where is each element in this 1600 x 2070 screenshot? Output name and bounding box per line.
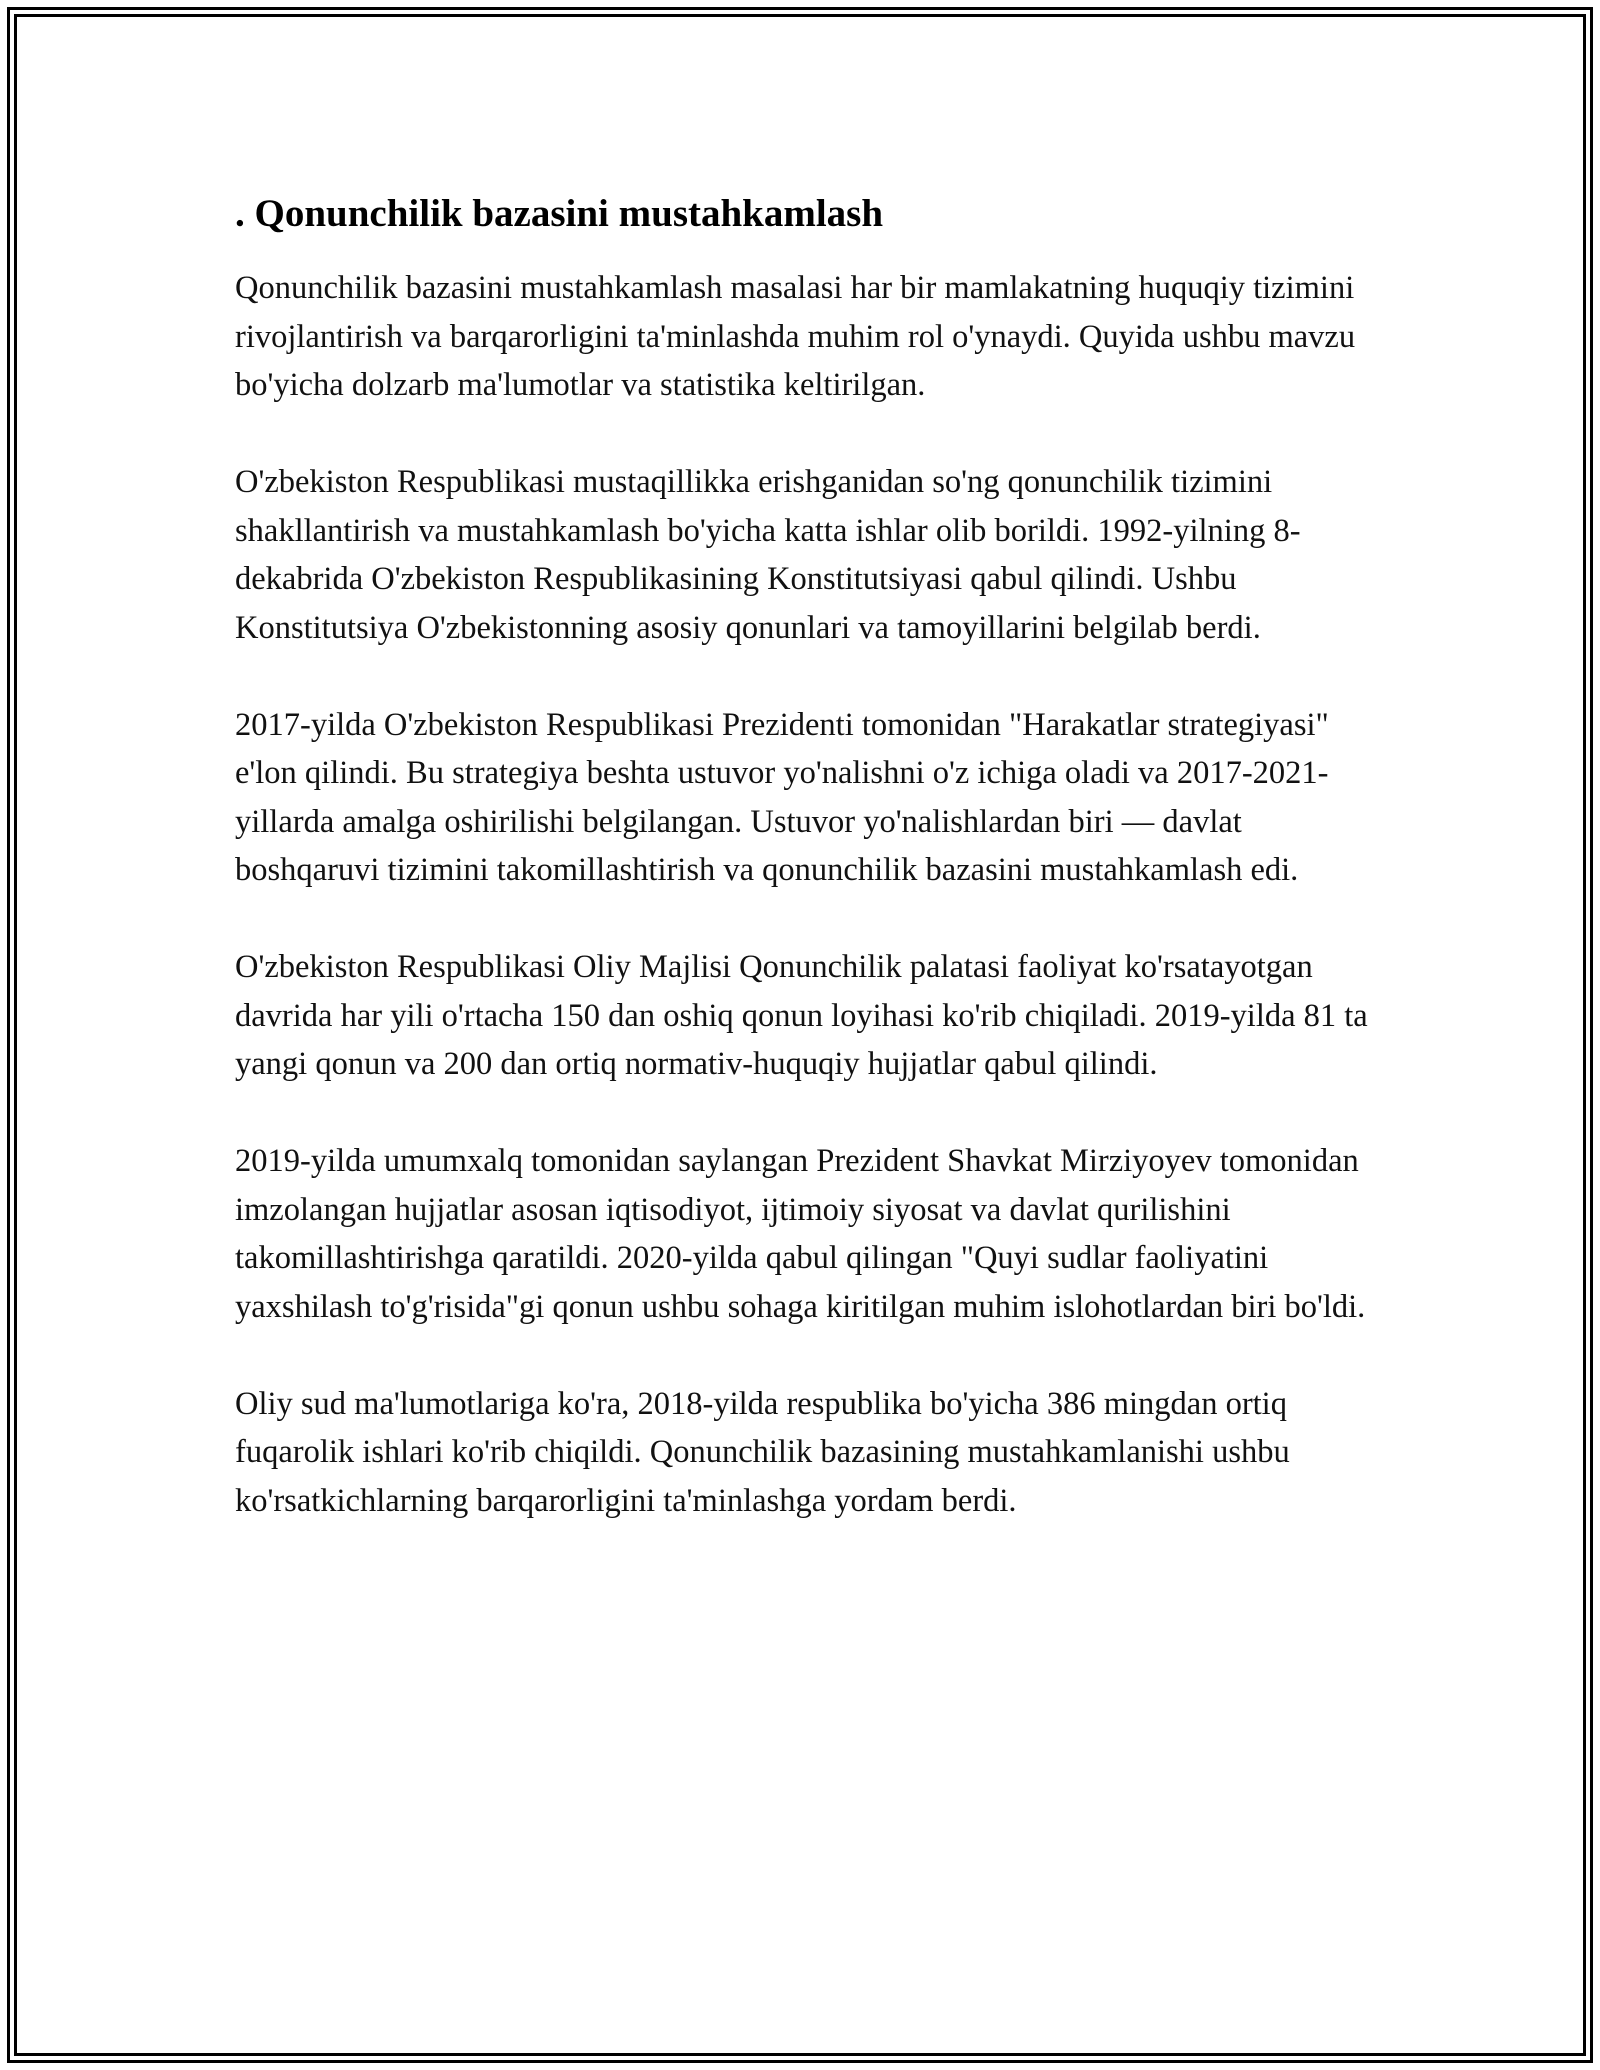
- paragraph-supreme-court: Oliy sud ma'lumotlariga ko'ra, 2018-yilda respublika bo'yicha 386 mingdan ortiq fuqarolik ishlari ko'rib chiqildi. Qonunchilik bazasining mustahkamlanishi ushbu ko'rsatkichlarning barqarorligini ta'minlashga yordam berdi.: [235, 1385, 1290, 1519]
- paragraph-strategy: 2017-yilda O'zbekiston Respublikasi Prezidenti tomonidan "Harakatlar strategiyasi" e'lon qilindi. Bu strategiya beshta ustuvor yo'nalishni o'z ichiga oladi va 2017-2021-yillarda amalga oshirilishi belgilangan. Ustuvor yo'nalishlardan biri — davlat boshqaruvi tizimini takomillashtirish va qonunchilik bazasini mustahkamlash edi.: [235, 706, 1329, 888]
- document-body: [235, 190, 1385, 1574]
- paragraph-president-documents: 2019-yilda umumxalq tomonidan saylangan Prezident Shavkat Mirziyoyev tomonidan imzolangan hujjatlar asosan iqtisodiyot, ijtimoiy siyosat va davlat qurilishini takomillashtirishga qaratildi. 2020-yilda qabul qilingan "Quyi sudlar faoliyatini yaxshilash to'g'risida"gi qonun ushbu sohaga kiritilgan muhim islohotlardan biri bo'ldi.: [235, 1143, 1366, 1325]
- paragraph-intro: Qonunchilik bazasini mustahkamlash masalasi har bir mamlakatning huquqiy tizimini rivojlantirish va barqarorligini ta'minlashda muhim rol o'ynaydi. Quyida ushbu mavzu bo'yicha dolzarb ma'lumotlar va statistika keltirilgan.: [235, 270, 1356, 403]
- document-title: . Qonunchilik bazasini mustahkamlash: [235, 192, 884, 235]
- paragraph-oliy-majlis: O'zbekiston Respublikasi Oliy Majlisi Qonunchilik palatasi faoliyat ko'rsatayotgan davrida har yili o'rtacha 150 dan oshiq qonun loyihasi ko'rib chiqiladi. 2019-yilda 81 ta yangi qonun va 200 dan ortiq normativ-huquqiy hujjatlar qabul qilindi.: [235, 949, 1368, 1082]
- paragraph-constitution: O'zbekiston Respublikasi mustaqillikka erishganidan so'ng qonunchilik tizimini shakllantirish va mustahkamlash bo'yicha katta ishlar olib borildi. 1992-yilning 8-dekabrida O'zbekiston Respublikasining Konstitutsiyasi qabul qilindi. Ushbu Konstitutsiya O'zbekistonning asosiy qonunlari va tamoyillarini belgilab berdi.: [235, 464, 1301, 646]
